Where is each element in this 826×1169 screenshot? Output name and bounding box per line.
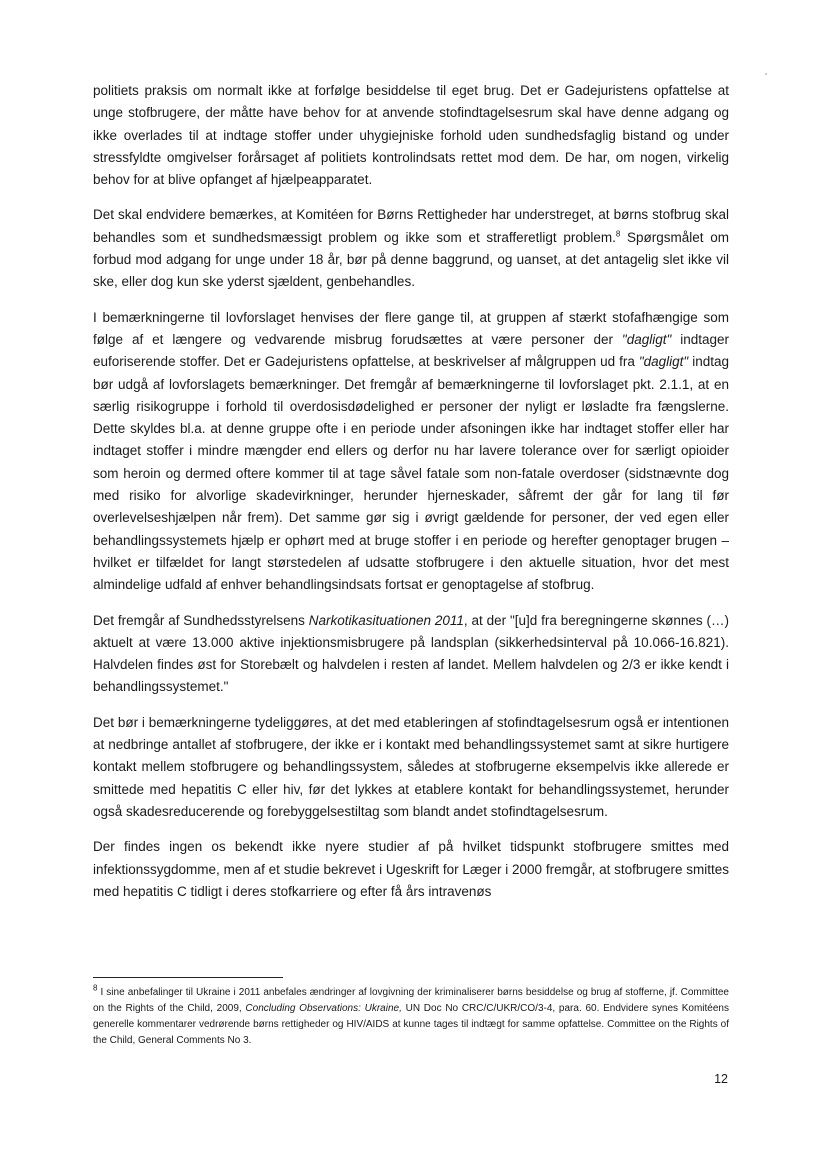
text-run: Det fremgår af Sundhedsstyrelsens [93,612,309,628]
text-run: indtager euforiserende stoffer. Det er Gadejuristens opfattelse, at beskrivelser af målgruppen ud fra [93,331,729,370]
text-run: UN Doc No CRC/C/UKR/CO/3-4, para. 60. Endvidere synes Komitéens generelle kommentarer vedrørende børns rettigheder og HIV/AIDS at kunne tages til indtægt for samme opfattelse. Committee on the Rights of the Child, General Comments No 3. [93,1003,729,1046]
text-run: Det skal endvidere bemærkes, at Komitéen for Børns Rettigheder har understreget, at børns stofbrug skal behandles som et sundhedsmæssigt problem og ikke som et strafferetligt problem. [93,207,729,245]
text-run: indtag bør udgå af lovforslagets bemærkninger. Det fremgår af bemærkningerne til lovforslaget pkt. 2.1.1, at en særlig risikogruppe i forhold til overdosisdødelighed er personer der nyligt er løsladte fra fængslerne. Dette skyldes bl.a. at denne gruppe ofte i en periode under afsoningen ikke har indtaget stoffer eller har indtaget stoffer i mindre mængder end ellers og derfor nu har lavere tolerance over for særligt opioider som heroin og dermed oftere kommer til at tage såvel fatale som non-fatale overdoser (sidstnævnte dog med risiko for alvorlige skadevirkninger, herunder hjerneskader, såfremt der går for lang til før overlevelseshjælpen når frem). Det samme gør sig i øvrigt gældende for personer, der ved egen eller behandlingssystemets hjælp er ophørt med at bruge stoffer i en periode og herefter genoptager brugen – hvilket er tilfældet for langt størstedelen af udsatte stofbrugere i den aktuelle situation, hvor det mest almindelige udfald af enhver behandlingsindsats fortsat er genoptagelse af stofbrug. [93,354,729,593]
text-run: Der findes ingen os bekendt ikke nyere studier af på hvilket tidspunkt stofbrugere smittes med infektionssygdomme, men af et studie bekrevet i Ugeskrift for Læger i 2000 fremgår, at stofbrugere smittes med hepatitis C tidligt i deres stofkarriere og efter få års intravenøs [93,839,729,899]
footnote-separator [93,977,283,978]
text-run: I bemærkningerne til lovforslaget henvises der flere gange til, at gruppen af stærkt stofafhængige som følge af et længere og vedvarende misbrug forudsættes at være personer der [93,309,729,347]
body-text [93,80,729,916]
text-run: politiets praksis om normalt ikke at forfølge besiddelse til eget brug. Det er Gadejuristens opfattelse at unge stofbrugere, der måtte have behov for at anvende stofindtagelsesrum skal have denne adgang og ikke overlades til at indtage stoffer under uhygiejniske forhold uden sundhedsfaglig bistand og under stressfyldte omgivelser forårsaget af politiets kontrolindsats rettet mod dem. De har, om nogen, virkelig behov for at blive opfanget af hjælpeapparatet. [93,83,729,188]
text-run: , at der "[u]d fra beregningerne skønnes (…) aktuelt at være 13.000 aktive injektionsmisbrugere på landsplan (sikkerhedsinterval på 10.066-16.821). Halvdelen findes øst for Storebælt og halvdelen i resten af landet. Mellem halvdelen og 2/3 er ikke kendt i behandlingssystemet." [93,612,729,695]
footnote-reference[interactable]: 8 [615,229,621,239]
italic-text: "dagligt" [638,354,689,370]
paragraph-5 [93,712,729,823]
text-run: Det bør i bemærkningerne tydeliggøres, at det med etableringen af stofindtagelsesrum også er intentionen at nedbringe antallet af stofbrugere, der ikke er i kontakt med behandlingssystemet samt at sikre hurtigere kontakt mellem stofbrugere og behandlingssystem, således at stofbrugerne eksempelvis ikke allerede er smittede med hepatitis C eller hiv, før det lykkes at etablere kontakt for behandlingssystemet, herunder også skadesreducerende og forebyggelsestiltag som blandt andet stofindtagelsesrum. [93,714,729,819]
footnote-marker: 8 [93,983,98,993]
text-run: I sine anbefalinger til Ukraine i 2011 anbefales ændringer af lovgivning der kriminaliserer børns besiddelse og brug af stofferne, jf. Committee on the Rights of the Child, 2009, [93,987,729,1014]
paragraph-1 [93,80,729,191]
text-run: Spørgsmålet om forbud mod adgang for unge under 18 år, bør på denne baggrund, og uanset, at det antagelig slet ikke vil ske, eller dog kun ske yderst sjældent, genbehandles. [93,229,730,290]
footnote [93,985,729,1049]
italic-text: Concluding Observations: Ukraine, [245,1003,402,1014]
paragraph-4 [93,610,729,699]
paragraph-3 [93,307,729,597]
paragraph-2 [93,204,729,293]
paragraph-6 [93,836,729,903]
scan-speck [765,73,767,75]
italic-text: "dagligt" [621,331,672,347]
page-number: 12 [714,1072,728,1086]
italic-text: Narkotikasituationen 2011 [308,612,464,628]
